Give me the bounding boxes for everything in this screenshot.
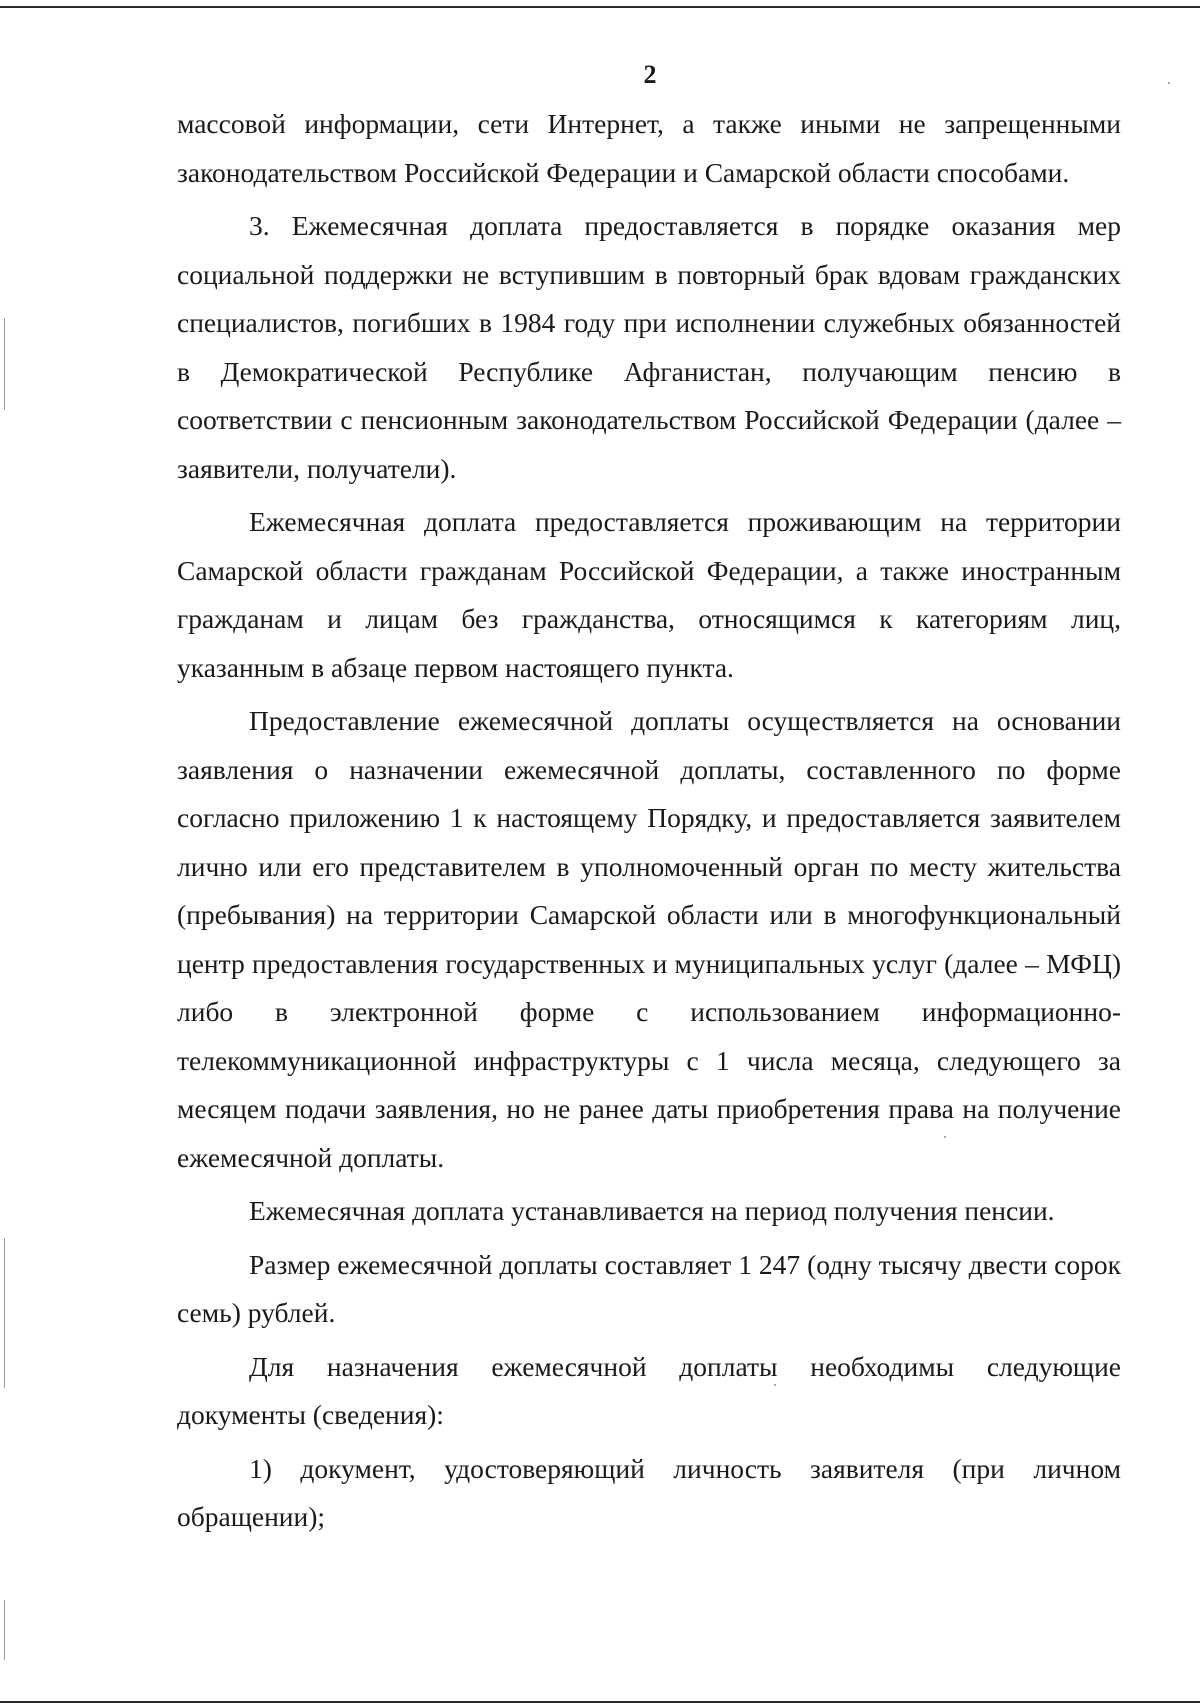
document-body: [177, 100, 1121, 1547]
paragraph-residence: Ежемесячная доплата предоставляется проживающим на территории Самарской области гражданам Российской Федерации, а также иностранным гражданам и лицам без гражданства, относящимся к категориям лиц, указанным в абзаце первом настоящего пункта.: [177, 506, 1121, 683]
paragraph-item-3: 3. Ежемесячная доплата предоставляется в порядке оказания мер социальной поддержки не вступившим в повторный брак вдовам гражданских специалистов, погибших в 1984 году при исполнении служебных обязанностей в Демократической Республике Афганистан, получающим пенсию в соответствии с пенсионным законодательством Российской Федерации (далее – заявители, получатели).: [177, 210, 1121, 484]
scan-edge-bottom: [0, 1701, 1200, 1703]
paragraph-documents: Для назначения ежемесячной доплаты необходимы следующие документы (сведения):: [177, 1350, 1121, 1430]
paragraph-continuation: массовой информации, сети Интернет, а также иными не запрещенными законодательством Российской Федерации и Самарской области способами.: [177, 108, 1121, 188]
paragraph-amount: Размер ежемесячной доплаты составляет 1 247 (одну тысячу двести сорок семь) рублей.: [177, 1248, 1121, 1328]
scan-margin-mark: [4, 1600, 5, 1660]
paragraph-period: Ежемесячная доплата устанавливается на период получения пенсии.: [249, 1195, 1055, 1226]
list-item-1: 1) документ, удостоверяющий личность заявителя (при личном обращении);: [177, 1452, 1121, 1532]
paragraph-application: Предоставление ежемесячной доплаты осуществляется на основании заявления о назначении ежемесячной доплаты, составленного по форме согласно приложению 1 к настоящему Порядку, и предоставляется заявителем лично или его представителем в уполномоченный орган по месту жительства (пребывания) на территории Самарской области или в многофункциональный центр предоставления государственных и муниципальных услуг (далее – МФЦ) либо в электронной форме с использованием информационно-телекоммуникационной инфраструктуры с 1 числа месяца, следующего за месяцем подачи заявления, но не ранее даты приобретения права на получение ежемесячной доплаты.: [177, 705, 1121, 1173]
scan-margin-mark: [4, 1238, 5, 1388]
scan-edge-top: [0, 6, 1200, 8]
page-number: 2: [643, 60, 657, 89]
scan-margin-mark: [4, 318, 5, 410]
